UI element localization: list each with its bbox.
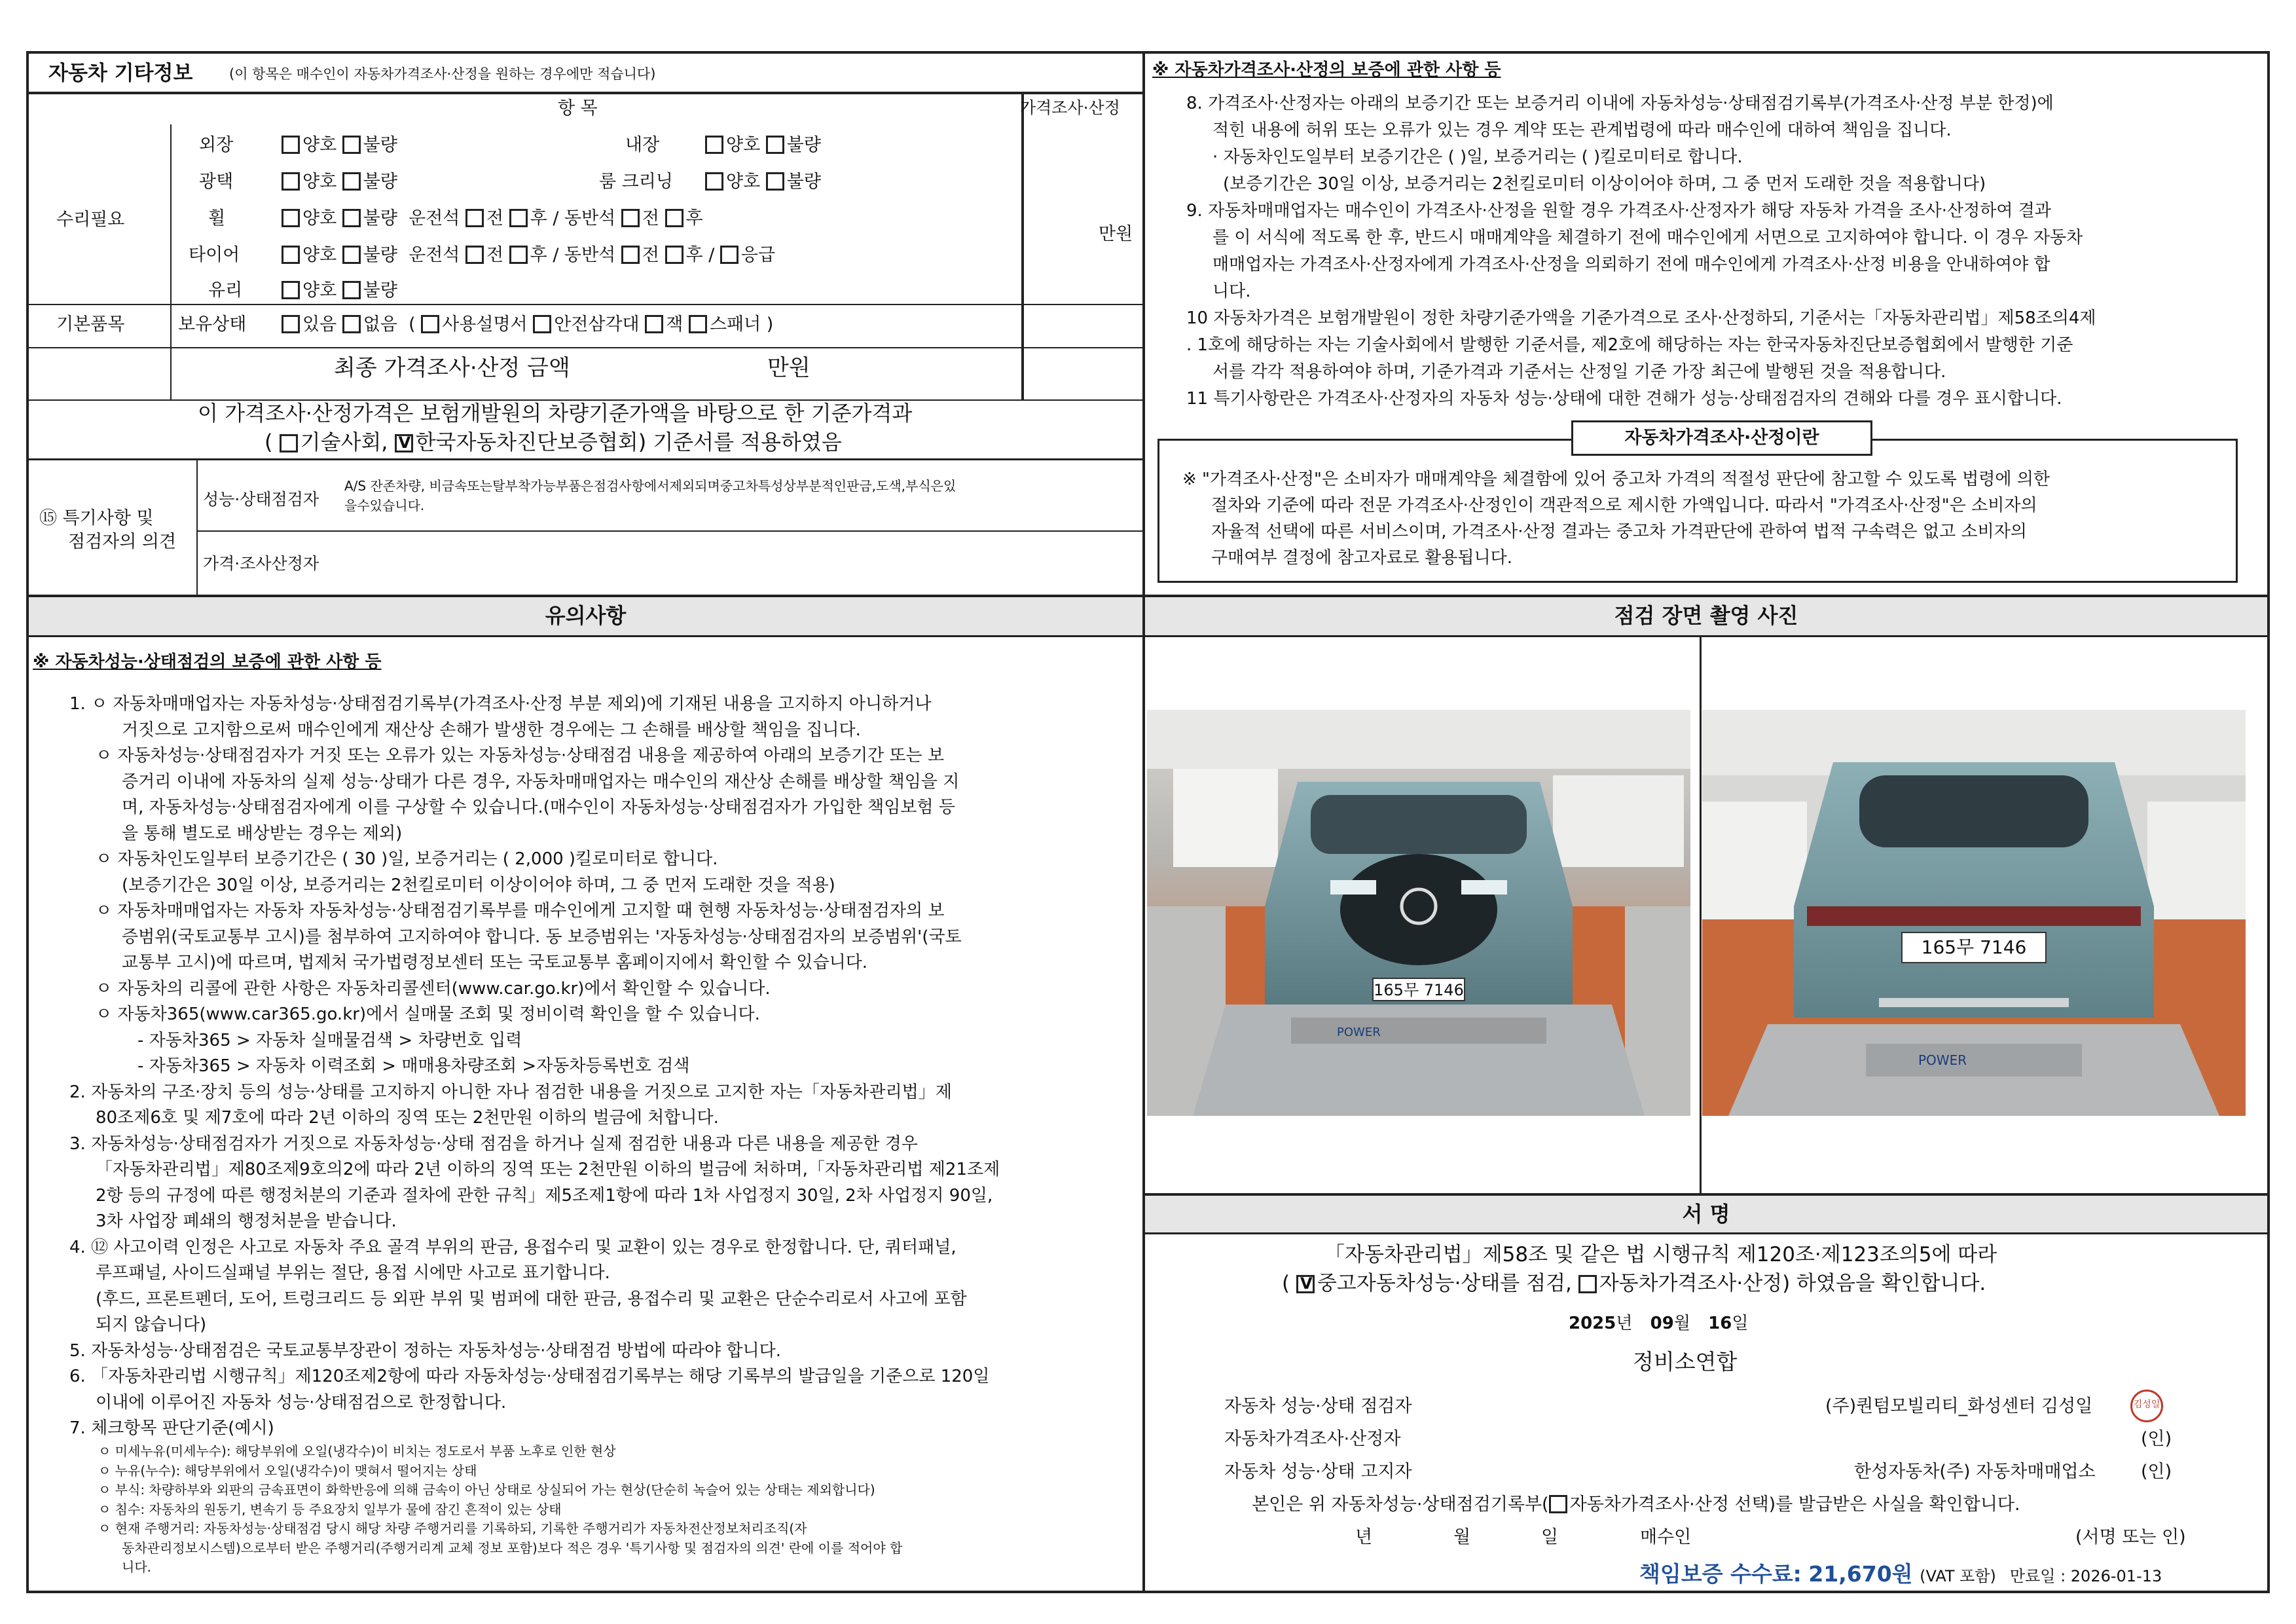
- wheel-bad-checkbox[interactable]: [342, 209, 361, 227]
- option-label: 양호: [726, 172, 761, 192]
- criteria-line: ㅇ 침수: 자동차의 원동기, 변속기 등 주요장치 일부가 물에 잠긴 흔적이 있는 상태: [98, 1501, 562, 1517]
- rear-plate-text: 165무 7146: [1921, 936, 2027, 958]
- option-label: 양호: [302, 135, 337, 155]
- receipt-prefix: 본인은 위 자동차성능·상태점검기록부(: [1252, 1494, 1549, 1515]
- wheel-options: 양호 불량 운전석 전 후 / 동반석 전 후: [282, 208, 703, 229]
- signer-inspector-value: (주)퀀텀모빌리티_화성센터 김성일: [1825, 1396, 2093, 1416]
- special-notes-label-1: ⑮ 특기사항 및: [39, 508, 154, 528]
- basis-line-2: ( 기술사회, V 한국자동차진단보증협회) 기준서를 적용하였음: [264, 430, 842, 454]
- repair-block-divider: [26, 304, 1144, 305]
- room-clean-options: [705, 172, 821, 193]
- note-line: 2항 등의 규정에 따른 행정처분의 기준과 절차에 관한 규칙」제5조제1항에 따라 1차 사업정지 30일, 2차 사업정지 90일,: [96, 1185, 993, 1206]
- hold-none-checkbox[interactable]: [342, 315, 361, 333]
- driver-seat-label: 운전석: [409, 208, 460, 229]
- guarantee-fee-line: [1639, 1561, 2162, 1587]
- note-line: ㅇ 자동차의 리콜에 관한 사항은 자동차리콜센터(www.car.go.kr)에서 확인할 수 있습니다.: [96, 978, 771, 999]
- driver-seat-label: 운전석: [409, 245, 460, 265]
- guarantee-line: 8. 가격조사·산정자는 아래의 보증기간 또는 보증거리 이내에 자동차성능·상태점검기록부(가격조사·산정 부분 한정)에: [1186, 94, 2054, 113]
- glass-options: [282, 280, 397, 301]
- issue-month: 09: [1650, 1314, 1674, 1333]
- glass-good-checkbox[interactable]: [282, 281, 300, 299]
- photo-divider: [1700, 637, 1702, 1193]
- note-line: ㅇ 자동차365(www.car365.go.kr)에서 실매물 조회 및 정비이력 확인을 할 수 있습니다.: [96, 1005, 760, 1024]
- receipt-suffix: 자동차가격조사·산정 선택)를 발급받은 사실을 확인합니다.: [1569, 1494, 2020, 1515]
- option-label: 양호: [302, 208, 337, 229]
- criteria-line: 니다.: [122, 1559, 151, 1575]
- price-appraisal-checkbox[interactable]: [1578, 1275, 1597, 1293]
- fee-value: 21,670원: [1808, 1561, 1913, 1587]
- check-criteria-text: [98, 1442, 902, 1578]
- price-unit: 만원: [1099, 224, 1133, 244]
- other-info-title: 자동차 기타정보: [48, 62, 193, 85]
- day-unit: 일: [1732, 1314, 1749, 1333]
- confirm-line: ( V중고자동차성능·상태를 점검, 자동차가격조사·산정) 하였음을 확인합니다.: [1282, 1272, 1986, 1296]
- receipt-line: [1252, 1494, 2020, 1515]
- definition-line: 절차와 기준에 따라 전문 가격조사·산정인이 객관적으로 제시한 가액입니다. 따라서 "가격조사·산정"은 소비자의: [1211, 496, 2037, 515]
- guarantee-line: 를 이 서식에 적도록 한 후, 반드시 매매계약을 체결하기 전에 매수인에게 서면으로 고지하여야 합니다. 이 경우 자동차: [1212, 228, 2083, 248]
- year-unit: 년: [1616, 1314, 1633, 1333]
- exterior-bad-checkbox[interactable]: [342, 136, 361, 154]
- photos-header: 점검 장면 촬영 사진: [1145, 597, 2267, 637]
- row-room-clean-label: 룸 크리닝: [599, 172, 673, 192]
- appraisal-definition-title: 자동차가격조사·산정이란: [1571, 420, 1872, 456]
- interior-good-checkbox[interactable]: [705, 136, 723, 154]
- tech-society-checkbox[interactable]: [280, 434, 298, 452]
- guarantee-line: · 자동차인도일부터 보증기간은 ( )일, 보증거리는 ( )킬로미터로 합니다.: [1212, 147, 1743, 167]
- definition-line: 구매여부 결정에 참고자료로 활용됩니다.: [1211, 548, 1513, 568]
- option-label: 불량: [363, 245, 397, 265]
- note-line: 1. ㅇ 자동차매매업자는 자동차성능·상태점검기록부(가격조사·산정 부분 제외)에 기재된 내용을 고지하지 아니하거나: [69, 694, 932, 714]
- price-guarantee-heading: ※ 자동차가격조사·산정의 보증에 관한 사항 등: [1152, 60, 1501, 80]
- wheel-passenger-rear-checkbox[interactable]: [665, 209, 683, 227]
- row-interior-label: 내장: [625, 135, 660, 155]
- upper-left-title-divider: [26, 92, 1144, 94]
- option-label: 양호: [302, 245, 337, 265]
- union-name: 정비소연합: [1633, 1349, 1738, 1375]
- option-label: 전: [486, 208, 504, 229]
- special-inner-divider: [196, 530, 1144, 532]
- basis-line-1: 이 가격조사·산정가격은 보험개발원의 차량기준가액을 바탕으로 한 기준가격과: [198, 401, 913, 426]
- note-line: 증범위(국토교통부 고시)를 첨부하여 고지하여야 합니다. 동 보증범위는 '자동차성능·상태점검자의 보증범위'(국토: [122, 927, 962, 947]
- tire-driver-front-checkbox[interactable]: [465, 246, 484, 264]
- appraiser-seal-mark: (인): [2141, 1429, 2172, 1449]
- option-label: 응급: [740, 245, 776, 265]
- option-label: 불량: [786, 135, 821, 155]
- price-appraisal-label: 자동차가격조사·산정) 하였음을 확인합니다.: [1599, 1272, 1986, 1295]
- row-exterior-label: 외장: [199, 135, 234, 155]
- note-line: 루프패널, 사이드실패널 부위는 절단, 용접 시에만 사고로 표기합니다.: [96, 1263, 610, 1283]
- passenger-seat-label: 동반석: [564, 245, 616, 265]
- option-label: 불량: [363, 135, 397, 155]
- gloss-bad-checkbox[interactable]: [342, 172, 361, 191]
- guarantee-line: . 1호에 해당하는 자는 기술사회에서 발행한 기준서를, 제2호에 해당하는 자는 한국자동차진단보증협회에서 발행한 기준: [1186, 335, 2073, 355]
- buyer-date-year: 년: [1355, 1527, 1373, 1547]
- buyer-date-month: 월: [1453, 1527, 1471, 1547]
- basic-items-label: 기본품목: [56, 314, 125, 335]
- note-line: 4. ⑫ 사고이력 인정은 사고로 자동차 주요 골격 부위의 판금, 용접수리 및 교환이 있는 경우로 한정합니다. 단, 쿼터패널,: [69, 1237, 957, 1257]
- option-label: 후: [530, 208, 547, 229]
- rear-inspection-photo: [1702, 710, 2246, 1116]
- buyer-sign-or-seal: (서명 또는 인): [2075, 1527, 2186, 1547]
- item-column-header: 항 목: [558, 98, 598, 119]
- option-label: 양호: [302, 172, 337, 192]
- criteria-line: ㅇ 미세누유(미세누수): 해당부위에 오일(냉각수)이 비치는 정도로서 부품 노후로 인한 현상: [98, 1443, 616, 1459]
- note-line: 되지 않습니다): [96, 1315, 207, 1335]
- note-line: (보증기간은 30일 이상, 보증거리는 2천킬로미터 이상이어야 하며, 그 중 먼저 도래한 것을 적용): [122, 875, 835, 895]
- note-line: 을 통해 별도로 배상받는 경우는 제외): [122, 823, 403, 843]
- passenger-seat-label: 동반석: [564, 208, 616, 229]
- definition-line: 자율적 선택에 따른 서비스이며, 가격조사·산정 결과는 중고차 가격판단에 관하여 법적 구속력은 없고 소비자의: [1211, 522, 2027, 542]
- note-line: 「자동차관리법」제80조제9호의2에 따라 2년 이하의 징역 또는 2천만원 이하의 벌금에 처하며,「자동차관리법 제21조제: [96, 1160, 1000, 1179]
- interior-bad-checkbox[interactable]: [766, 136, 784, 154]
- tire-driver-rear-checkbox[interactable]: [509, 246, 528, 264]
- option-label: 잭: [666, 314, 683, 335]
- option-label: 양호: [302, 280, 337, 301]
- option-label: 불량: [363, 208, 397, 229]
- tire-emergency-checkbox[interactable]: [720, 246, 738, 264]
- tire-passenger-rear-checkbox[interactable]: [665, 246, 683, 264]
- option-label: 없음: [363, 314, 397, 335]
- note-line: 이내에 이루어진 자동차 성능·상태점검으로 한정합니다.: [96, 1392, 507, 1412]
- spanner-checkbox[interactable]: [689, 315, 707, 333]
- jack-checkbox[interactable]: [645, 315, 663, 333]
- kadia-label: 한국자동차진단보증협회) 기준서를 적용하였음: [415, 430, 842, 454]
- issue-date: [1569, 1314, 1748, 1334]
- expiry-date: 만료일 : 2026-01-13: [2009, 1567, 2162, 1585]
- option-label: 후: [685, 208, 703, 229]
- wheel-passenger-front-checkbox[interactable]: [621, 209, 640, 227]
- criteria-line: ㅇ 누유(누수): 해당부위에서 오일(냉각수)이 맺혀서 떨어지는 상태: [98, 1462, 477, 1479]
- wheel-good-checkbox[interactable]: [282, 209, 300, 227]
- room-clean-good-checkbox[interactable]: [705, 172, 723, 191]
- note-line: 증거리 이내에 자동차의 실제 성능·상태가 다른 경우, 자동차매매업자는 매수인의 재산상 손해를 배상할 책임을 지: [122, 771, 960, 792]
- inspector-label: 성능·상태점검자: [203, 490, 319, 509]
- note-line: ㅇ 자동차성능·상태점검자가 거짓 또는 오류가 있는 자동차성능·상태점검 내용을 제공하여 아래의 보증기간 또는 보: [96, 746, 945, 766]
- gloss-options: [282, 172, 397, 193]
- note-line: - 자동차365 > 자동차 실매물검색 > 차량번호 입력: [137, 1030, 522, 1050]
- gloss-good-checkbox[interactable]: [282, 172, 300, 191]
- row-wheel-label: 휠: [208, 208, 226, 229]
- tire-good-checkbox[interactable]: [282, 246, 300, 264]
- guarantee-line: 매매업자는 가격조사·산정자에게 가격조사·산정을 의뢰하기 전에 매수인에게 가격조사·산정 비용을 안내하여야 합: [1212, 255, 2050, 274]
- option-label: 후: [685, 245, 703, 265]
- exterior-good-checkbox[interactable]: [282, 136, 300, 154]
- hold-have-checkbox[interactable]: [282, 315, 300, 333]
- option-label: 전: [486, 245, 504, 265]
- exterior-options: [282, 135, 397, 156]
- option-label: 사용설명서: [442, 314, 528, 335]
- glass-bad-checkbox[interactable]: [342, 281, 361, 299]
- row-glass-label: 유리: [208, 280, 243, 301]
- repair-label-divider: [170, 124, 172, 399]
- law-reference-line: 「자동차관리법」제58조 및 같은 법 시행규칙 제120조·제123조의5에 따라: [1324, 1243, 1997, 1266]
- option-label: 후: [530, 245, 547, 265]
- buyer-label: 매수인: [1640, 1527, 1692, 1547]
- basic-block-divider: [26, 347, 1144, 348]
- note-line: 6. 「자동차관리법 시행규칙」제120조제2항에 따라 자동차성능·상태점검기록부는 해당 기록부의 발급일을 기준으로 120일: [69, 1367, 990, 1386]
- option-label: 불량: [363, 280, 397, 301]
- signer-appraiser-label: 자동차가격조사·산정자: [1224, 1429, 1401, 1449]
- inspector-note-line-1: A/S 잔존차량, 비금속또는탈부착가능부품은점검사항에서제외되며중고차특성상부분적인판금,도색,부식은있: [344, 478, 957, 494]
- final-price-label: 최종 가격조사·산정 금액: [334, 355, 570, 381]
- performance-check-checkbox[interactable]: [1296, 1275, 1315, 1293]
- criteria-line: 동차관리정보시스템)으로부터 받은 주행거리(주행거리계 교체 정보 포함)보다 적은 경우 '특기사항 및 점검자의 의견' 란에 이를 적어야 합: [122, 1540, 903, 1556]
- price-column-divider: [1021, 92, 1024, 399]
- front-inspection-photo: [1147, 710, 1690, 1116]
- issue-year: 2025: [1569, 1314, 1616, 1333]
- note-line: 며, 자동차성능·상태점검자에게 이를 구상할 수 있습니다.(매수인이 자동차성능·상태점검자가 가입한 책임보험 등: [122, 798, 955, 817]
- row-hold-status-label: 보유상태: [178, 314, 247, 335]
- option-label: 전: [642, 208, 659, 229]
- kadia-checkbox[interactable]: [395, 434, 413, 452]
- signer-inspector-label: 자동차 성능·상태 점검자: [1224, 1396, 1412, 1416]
- room-clean-bad-checkbox[interactable]: [766, 172, 784, 191]
- note-line: 3차 사업장 폐쇄의 행정처분을 받습니다.: [96, 1211, 397, 1231]
- buyer-date-day: 일: [1541, 1527, 1559, 1547]
- note-line: ㅇ 자동차인도일부터 보증기간은 ( 30 )일, 보증거리는 ( 2,000 )킬로미터로 합니다.: [96, 849, 718, 869]
- tire-options: 양호 불량 운전석 전 후 / 동반석 전 후 / 응급: [282, 245, 775, 266]
- fee-label: 책임보증 수수료:: [1639, 1561, 1802, 1587]
- notes-subheading: ※ 자동차성능·상태점검의 보증에 관한 사항 등: [33, 652, 382, 672]
- guarantee-line: 9. 자동차매매업자는 매수인이 가격조사·산정을 원할 경우 가격조사·산정자가 해당 자동차 가격을 조사·산정하여 결과: [1186, 201, 2051, 221]
- signer-notifier-label: 자동차 성능·상태 고지자: [1224, 1462, 1412, 1482]
- repair-needed-label: 수리필요: [56, 210, 125, 230]
- interior-options: [705, 135, 821, 156]
- tire-bad-checkbox[interactable]: [342, 246, 361, 264]
- tire-passenger-front-checkbox[interactable]: [621, 246, 640, 264]
- inspector-seal-stamp: 김성일: [2130, 1390, 2163, 1422]
- wheel-driver-front-checkbox[interactable]: [465, 209, 484, 227]
- signature-header: 서 명: [1145, 1196, 2267, 1234]
- guarantee-line: 적힌 내용에 허위 또는 오류가 있는 경우 계약 또는 관계법령에 따라 매수인에 대하여 책임을 집니다.: [1212, 120, 1952, 140]
- triangle-checkbox[interactable]: [533, 315, 551, 333]
- special-block-divider: [26, 458, 1144, 460]
- performance-check-label: 중고자동차성능·상태를 점검,: [1317, 1272, 1572, 1295]
- inspector-note-line-2: 을수있습니다.: [344, 498, 425, 513]
- option-label: 양호: [726, 135, 761, 155]
- rear-lift-brand: POWER: [1918, 1052, 1967, 1068]
- row-gloss-label: 광택: [199, 172, 234, 192]
- option-label: 있음: [302, 314, 337, 335]
- note-line: - 자동차365 > 자동차 이력조회 > 매매용차량조회 >자동차등록번호 검색: [137, 1056, 690, 1076]
- tech-society-label: 기술사회,: [300, 430, 388, 454]
- front-lift-brand: POWER: [1337, 1025, 1381, 1039]
- option-label: 안전삼각대: [554, 314, 640, 335]
- criteria-line: ㅇ 현재 주행거리: 자동차성능·상태점검 당시 해당 차량 주행거리를 기록하되, 기록한 주행거리가 자동차전산정보처리조직(자: [98, 1521, 807, 1536]
- notifier-seal-mark: (인): [2141, 1462, 2172, 1482]
- notes-header: 유의사항: [29, 597, 1142, 637]
- front-plate-text: 165무 7146: [1374, 981, 1464, 999]
- price-column-header: 가격조사·산정: [1020, 98, 1120, 117]
- hold-status-options: 있음 없음 ( 사용설명서 안전삼각대 잭 스패너 ): [282, 314, 773, 335]
- note-line: (후드, 프론트펜더, 도어, 트렁크리드 등 외판 부위 및 범퍼에 대한 판금, 용접수리 및 교환은 단순수리로서 사고에 포함: [96, 1289, 967, 1309]
- option-label: 불량: [786, 172, 821, 192]
- special-label-divider: [196, 458, 198, 595]
- appraiser-label: 가격·조사산정자: [203, 554, 319, 573]
- guarantee-line: 니다.: [1212, 282, 1251, 301]
- option-label: 스패너: [709, 314, 761, 335]
- notes-text: [69, 692, 1000, 1442]
- center-divider: [1142, 51, 1145, 1593]
- wheel-driver-rear-checkbox[interactable]: [509, 209, 528, 227]
- receipt-price-checkbox[interactable]: [1549, 1495, 1567, 1513]
- special-notes-label-2: 점검자의 의견: [68, 532, 177, 552]
- note-line: 3. 자동차성능·상태점검자가 거짓으로 자동차성능·상태 점검을 하거나 실제 점검한 내용과 다른 내용을 제공한 경우: [69, 1134, 918, 1154]
- guarantee-line: 서를 각각 적용하여야 하며, 기준가격과 기준서는 산정일 기준 가장 최근에 발행된 것을 적용합니다.: [1212, 362, 1946, 382]
- row-tire-label: 타이어: [189, 245, 240, 265]
- note-line: 5. 자동차성능·상태점검은 국토교통부장관이 정하는 자동차성능·상태점검 방법에 따라야 합니다.: [69, 1340, 781, 1361]
- note-line: 교통부 고시)에 따르며, 법제처 국가법령정보센터 또는 국토교통부 홈페이지에서 확인할 수 있습니다.: [122, 953, 868, 972]
- month-unit: 월: [1673, 1314, 1690, 1333]
- guarantee-line: 11 특기사항란은 가격조사·산정자의 자동차 성능·상태에 대한 견해가 성능·상태점검자의 견해와 다를 경우 표시합니다.: [1186, 389, 2062, 409]
- option-label: 불량: [363, 172, 397, 192]
- note-line: 80조제6호 및 제7호에 따라 2년 이하의 징역 또는 2천만원 이하의 벌금에 처합니다.: [96, 1108, 719, 1128]
- note-line: ㅇ 자동차매매업자는 자동차 자동차성능·상태점검기록부를 매수인에게 고지할 때 현행 자동차성능·상태점검자의 보: [96, 901, 945, 921]
- guarantee-line: (보증기간은 30일 이상, 보증거리는 2천킬로미터 이상이어야 하며, 그 중 먼저 도래한 것을 적용합니다): [1223, 174, 1986, 194]
- guarantee-line: 10 자동차가격은 보험개발원이 정한 차량기준가액을 기준가격으로 조사·산정하되, 기준서는「자동차관리법」제58조의4제: [1186, 308, 2096, 328]
- option-label: 전: [642, 245, 659, 265]
- note-line: 7. 체크항목 판단기준(예시): [69, 1418, 274, 1438]
- final-price-unit: 만원: [767, 355, 811, 381]
- definition-line: ※ "가격조사·산정"은 소비자가 매매계약을 체결함에 있어 중고차 가격의 적절성 판단에 참고할 수 있도록 법령에 의한: [1182, 470, 2050, 489]
- appraisal-definition-text: [1182, 466, 2050, 571]
- issue-day: 16: [1708, 1314, 1732, 1333]
- manual-checkbox[interactable]: [421, 315, 439, 333]
- other-info-note: (이 항목은 매수인이 자동차가격조사·산정을 원하는 경우에만 적습니다): [229, 66, 656, 82]
- signer-notifier-value: 한성자동차(주) 자동차매매업소: [1854, 1462, 2096, 1482]
- note-line: 2. 자동차의 구조·장치 등의 성능·상태를 고지하지 아니한 자나 점검한 내용을 거짓으로 고지한 자는「자동차관리법」제: [69, 1082, 952, 1102]
- vat-note: (VAT 포함): [1920, 1567, 1996, 1585]
- note-line: 거짓으로 고지함으로써 매수인에게 재산상 손해가 발생한 경우에는 그 손해를 배상할 책임을 집니다.: [122, 720, 861, 740]
- criteria-line: ㅇ 부식: 차량하부와 외판의 금속표면이 화학반응에 의해 금속이 아닌 상태로 상실되어 가는 현상(단순히 녹슬어 있는 상태는 제외합니다): [98, 1482, 875, 1498]
